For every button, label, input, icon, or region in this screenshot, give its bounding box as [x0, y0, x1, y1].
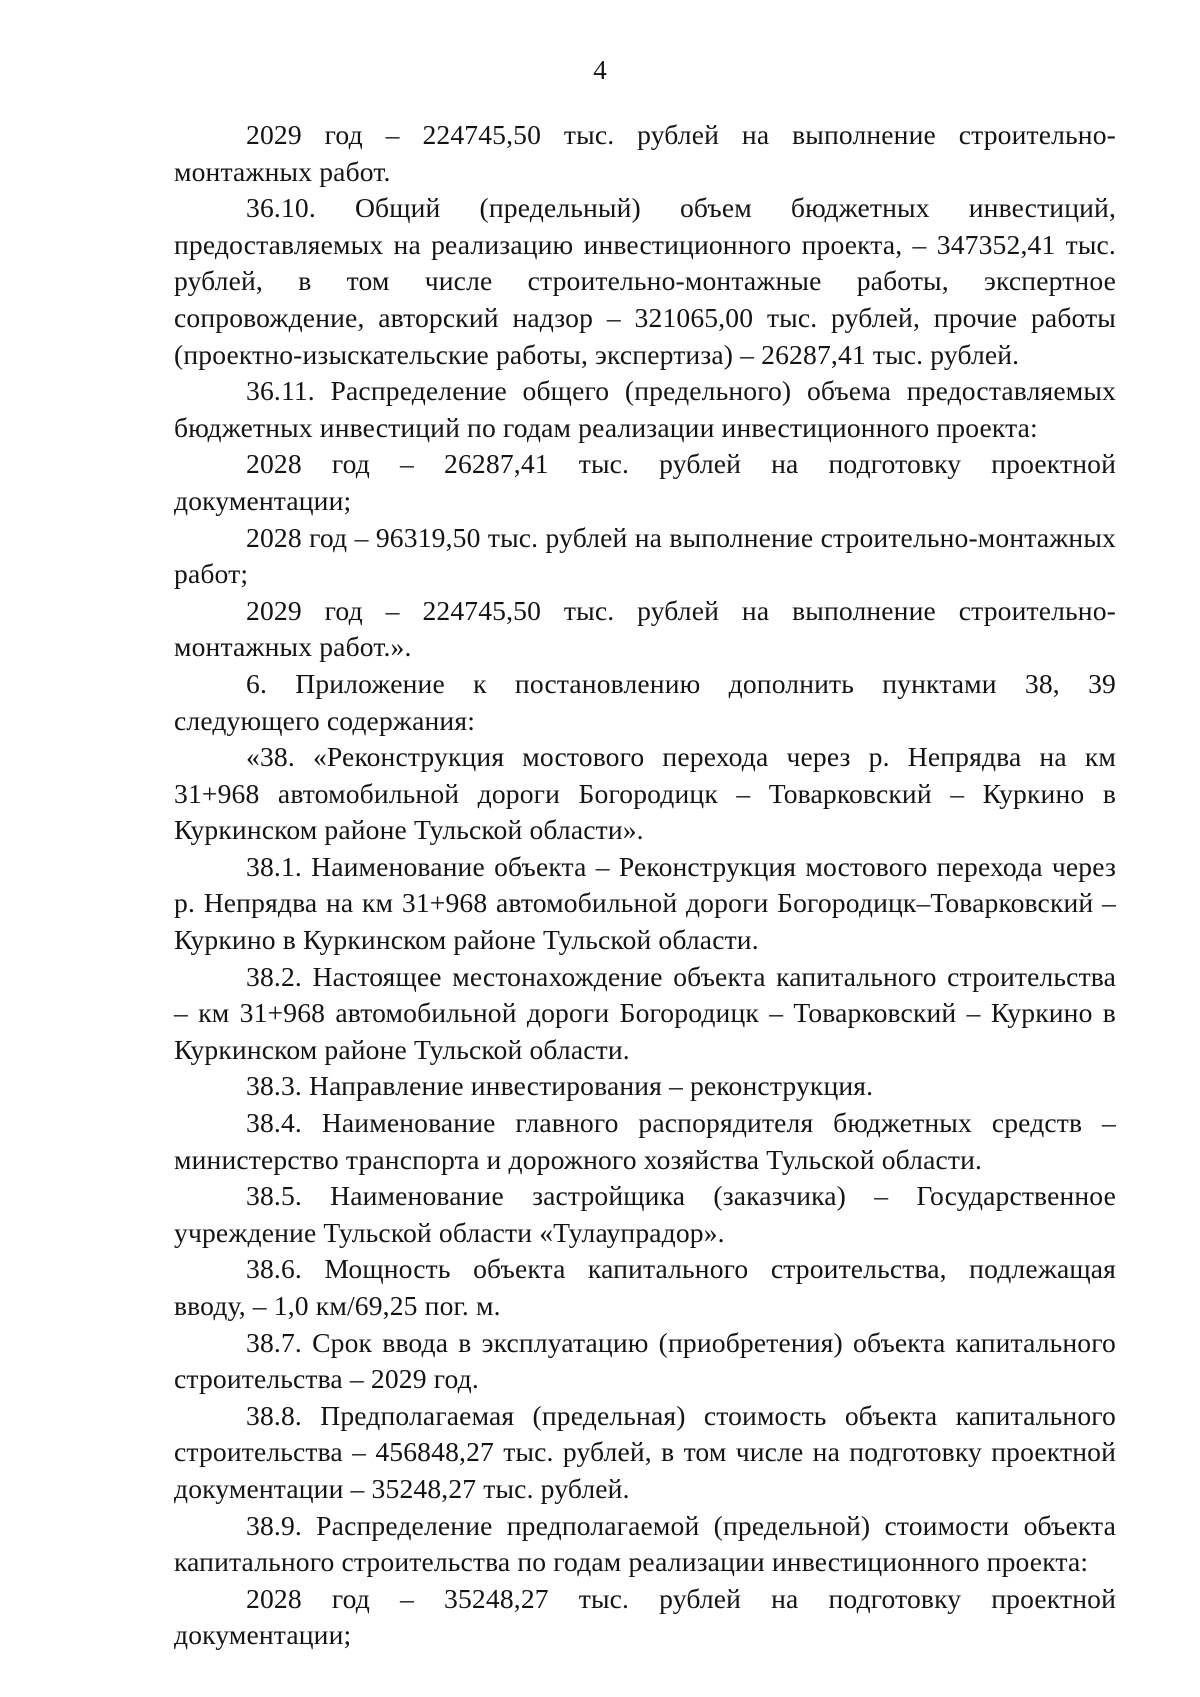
paragraph-38-9: 38.9. Распределение предполагаемой (предельной) стоимости объекта капитального строительства по годам реализации инвестиционного проекта: [174, 1509, 1116, 1578]
paragraph-item-6: 6. Приложение к постановлению дополнить пунктами 38, 39 следующего содержания: [174, 667, 1116, 736]
paragraph-2029-construction-works: 2029 год – 224745,50 тыс. рублей на выполнение строительно-монтажных работ. [174, 119, 1116, 187]
paragraph-38-6: 38.6. Мощность объекта капитального строительства, подлежащая вводу, – 1,0 км/69,25 пог. м. [174, 1253, 1116, 1321]
document-body [174, 117, 1116, 1654]
paragraph-38-8: 38.8. Предполагаемая (предельная) стоимость объекта капитального строительства – 456848,27 тыс. рублей, в том числе на подготовку проектной документации – 35248,27 тыс. рублей. [174, 1399, 1116, 1504]
paragraph-38-1: 38.1. Наименование объекта – Реконструкция мостового перехода через р. Непрядва на км 31+968 автомобильной дороги Богородицк–Товарковский – Куркино в Куркинском районе Тульской области. [174, 850, 1116, 956]
paragraph-38-2: 38.2. Настоящее местонахождение объекта капитального строительства – км 31+968 автомобильной дороги Богородицк – Товарковский – Куркино в Куркинском районе Тульской области. [174, 960, 1116, 1065]
paragraph-38-7: 38.7. Срок ввода в эксплуатацию (приобретения) объекта капитального строительства – 2029 год. [174, 1326, 1116, 1395]
paragraph-38-4: 38.4. Наименование главного распорядителя бюджетных средств – министерство транспорта и дорожного хозяйства Тульской области. [174, 1107, 1116, 1175]
paragraph-36-11: 36.11. Распределение общего (предельного) объема предоставляемых бюджетных инвестиций по годам реализации инвестиционного проекта: [174, 375, 1116, 443]
page-number: 4 [593, 55, 607, 85]
paragraph-2029-construction-works-end: 2029 год – 224745,50 тыс. рублей на выполнение строительно-монтажных работ.». [174, 594, 1116, 663]
paragraph-38-5: 38.5. Наименование застройщика (заказчика) – Государственное учреждение Тульской области «Тулаупрадор». [174, 1180, 1116, 1248]
paragraph-38: «38. «Реконструкция мостового перехода через р. Непрядва на км 31+968 автомобильной дороги Богородицк – Товарковский – Куркино в Куркинском районе Тульской области». [174, 741, 1116, 846]
paragraph-38-3: 38.3. Направление инвестирования – реконструкция. [246, 1070, 874, 1102]
paragraph-2028-construction-works: 2028 год – 96319,50 тыс. рублей на выполнение строительно-монтажных работ; [174, 521, 1116, 590]
paragraph-2028-design-docs: 2028 год – 26287,41 тыс. рублей на подготовку проектной документации; [174, 448, 1116, 516]
paragraph-2028-design-docs-final: 2028 год – 35248,27 тыс. рублей на подготовку проектной документации; [174, 1582, 1116, 1651]
paragraph-36-10: 36.10. Общий (предельный) объем бюджетных инвестиций, предоставляемых на реализацию инвестиционного проекта, – 347352,41 тыс. рублей, в том числе строительно-монтажные работы, экспертное сопровождение, авторский надзор – 321065,00 тыс. рублей, прочие работы (проектно-изыскательские работы, экспертиза) – 26287,41 тыс. рублей. [174, 192, 1116, 370]
